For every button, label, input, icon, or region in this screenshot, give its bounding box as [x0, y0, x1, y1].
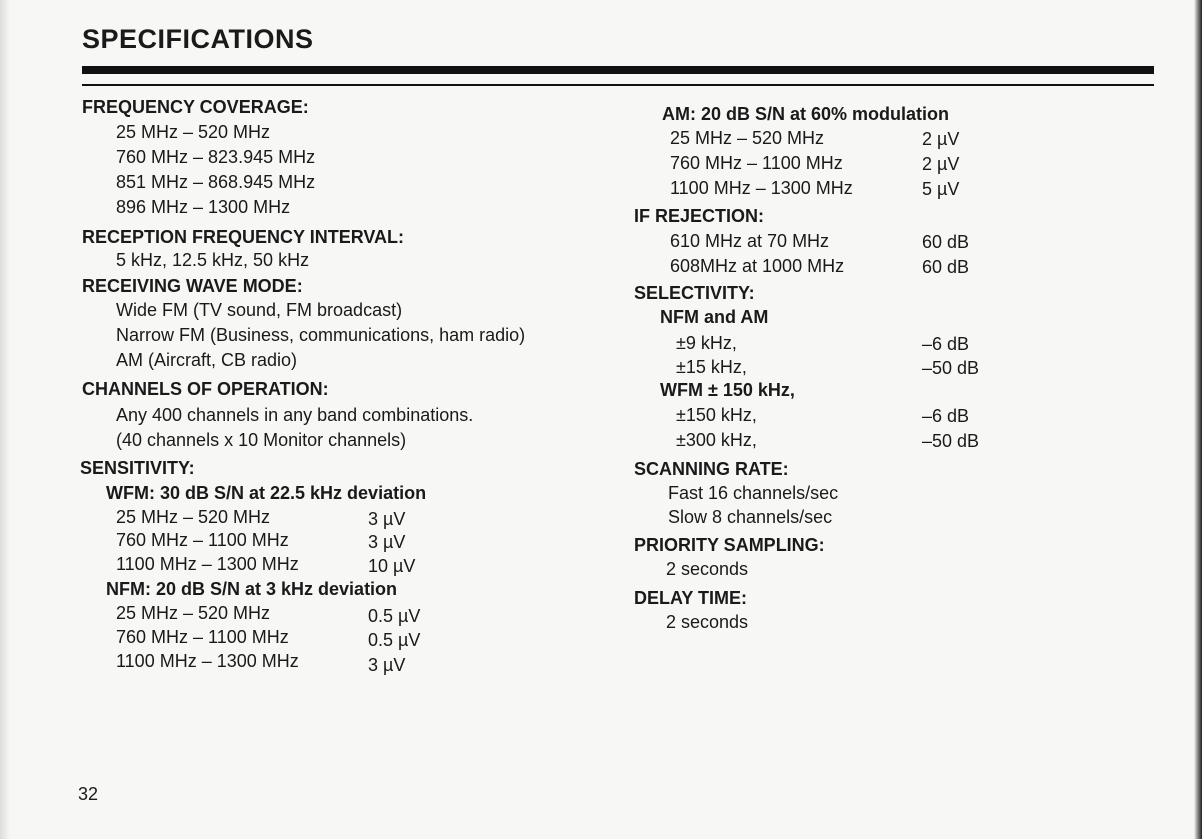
spec-value: 3 µV: [368, 655, 406, 675]
spec-range: 25 MHz – 520 MHz: [116, 603, 271, 623]
priority-sampling-value: 2 seconds: [666, 559, 749, 579]
am-sensitivity-subheading: AM: 20 dB S/N at 60% modulation: [662, 104, 950, 124]
title-rule-thick: [82, 66, 1154, 74]
spec-range: ±300 kHz,: [676, 430, 757, 450]
spec-value: 2 µV: [922, 154, 960, 174]
nfm-am-subheading: NFM and AM: [660, 307, 769, 327]
spec-range: 1100 MHz – 1300 MHz: [670, 178, 853, 198]
spec-range: ±9 kHz,: [676, 333, 737, 353]
title-rule-thin: [82, 84, 1154, 86]
channels-text: (40 channels x 10 Monitor channels): [116, 430, 407, 450]
spec-value: 60 dB: [922, 257, 970, 277]
spec-value: 3 µV: [368, 509, 406, 529]
channels-heading: CHANNELS OF OPERATION:: [82, 379, 329, 399]
wave-mode-item: AM (Aircraft, CB radio): [116, 350, 298, 370]
spec-value: 5 µV: [922, 179, 960, 199]
spec-range: 760 MHz – 1100 MHz: [670, 153, 843, 173]
frequency-range: 25 MHz – 520 MHz: [116, 122, 271, 142]
frequency-coverage-heading: FREQUENCY COVERAGE:: [82, 97, 309, 117]
page-number: 32: [78, 784, 99, 804]
wave-mode-item: Wide FM (TV sound, FM broadcast): [116, 300, 403, 320]
spec-range: 1100 MHz – 1300 MHz: [116, 651, 299, 671]
sensitivity-heading: SENSITIVITY:: [80, 458, 195, 478]
page-title: SPECIFICATIONS: [82, 24, 314, 54]
page-edge-right: [1194, 0, 1202, 839]
spec-range: ±150 kHz,: [676, 405, 757, 425]
spec-range: ±15 kHz,: [676, 357, 747, 377]
receiving-wave-mode-heading: RECEIVING WAVE MODE:: [82, 276, 303, 296]
spec-value: 10 µV: [368, 556, 416, 576]
spec-value: 60 dB: [922, 232, 970, 252]
frequency-range: 851 MHz – 868.945 MHz: [116, 172, 316, 192]
spec-range: 25 MHz – 520 MHz: [670, 128, 825, 148]
reception-interval-heading: RECEPTION FREQUENCY INTERVAL:: [82, 227, 405, 247]
page-edge-left: [0, 0, 10, 839]
spec-range: 760 MHz – 1100 MHz: [116, 627, 289, 647]
spec-value: 0.5 µV: [368, 606, 421, 626]
spec-value: –50 dB: [922, 431, 980, 451]
wfm-sensitivity-subheading: WFM: 30 dB S/N at 22.5 kHz deviation: [106, 483, 427, 503]
delay-time-heading: DELAY TIME:: [634, 588, 748, 608]
spec-range: 25 MHz – 520 MHz: [116, 507, 271, 527]
nfm-sensitivity-subheading: NFM: 20 dB S/N at 3 kHz deviation: [106, 579, 398, 599]
spec-value: 2 µV: [922, 129, 960, 149]
wave-mode-item: Narrow FM (Business, communications, ham radio): [116, 325, 526, 345]
scanning-rate-item: Fast 16 channels/sec: [668, 483, 839, 503]
reception-interval-values: 5 kHz, 12.5 kHz, 50 kHz: [116, 250, 310, 270]
spec-range: 760 MHz – 1100 MHz: [116, 530, 289, 550]
if-rejection-heading: IF REJECTION:: [634, 206, 765, 226]
frequency-range: 760 MHz – 823.945 MHz: [116, 147, 316, 167]
spec-value: 3 µV: [368, 532, 406, 552]
spec-value: –6 dB: [922, 334, 970, 354]
spec-value: –6 dB: [922, 406, 970, 426]
spec-range: 1100 MHz – 1300 MHz: [116, 554, 299, 574]
scanning-rate-item: Slow 8 channels/sec: [668, 507, 833, 527]
spec-value: 0.5 µV: [368, 630, 421, 650]
wfm-selectivity-subheading: WFM ± 150 kHz,: [660, 380, 795, 400]
frequency-range: 896 MHz – 1300 MHz: [116, 197, 291, 217]
delay-time-value: 2 seconds: [666, 612, 749, 632]
spec-range: 608MHz at 1000 MHz: [670, 256, 845, 276]
channels-text: Any 400 channels in any band combinations.: [116, 405, 474, 425]
selectivity-heading: SELECTIVITY:: [634, 283, 755, 303]
scanning-rate-heading: SCANNING RATE:: [634, 459, 789, 479]
spec-range: 610 MHz at 70 MHz: [670, 231, 830, 251]
spec-value: –50 dB: [922, 358, 980, 378]
priority-sampling-heading: PRIORITY SAMPLING:: [634, 535, 825, 555]
